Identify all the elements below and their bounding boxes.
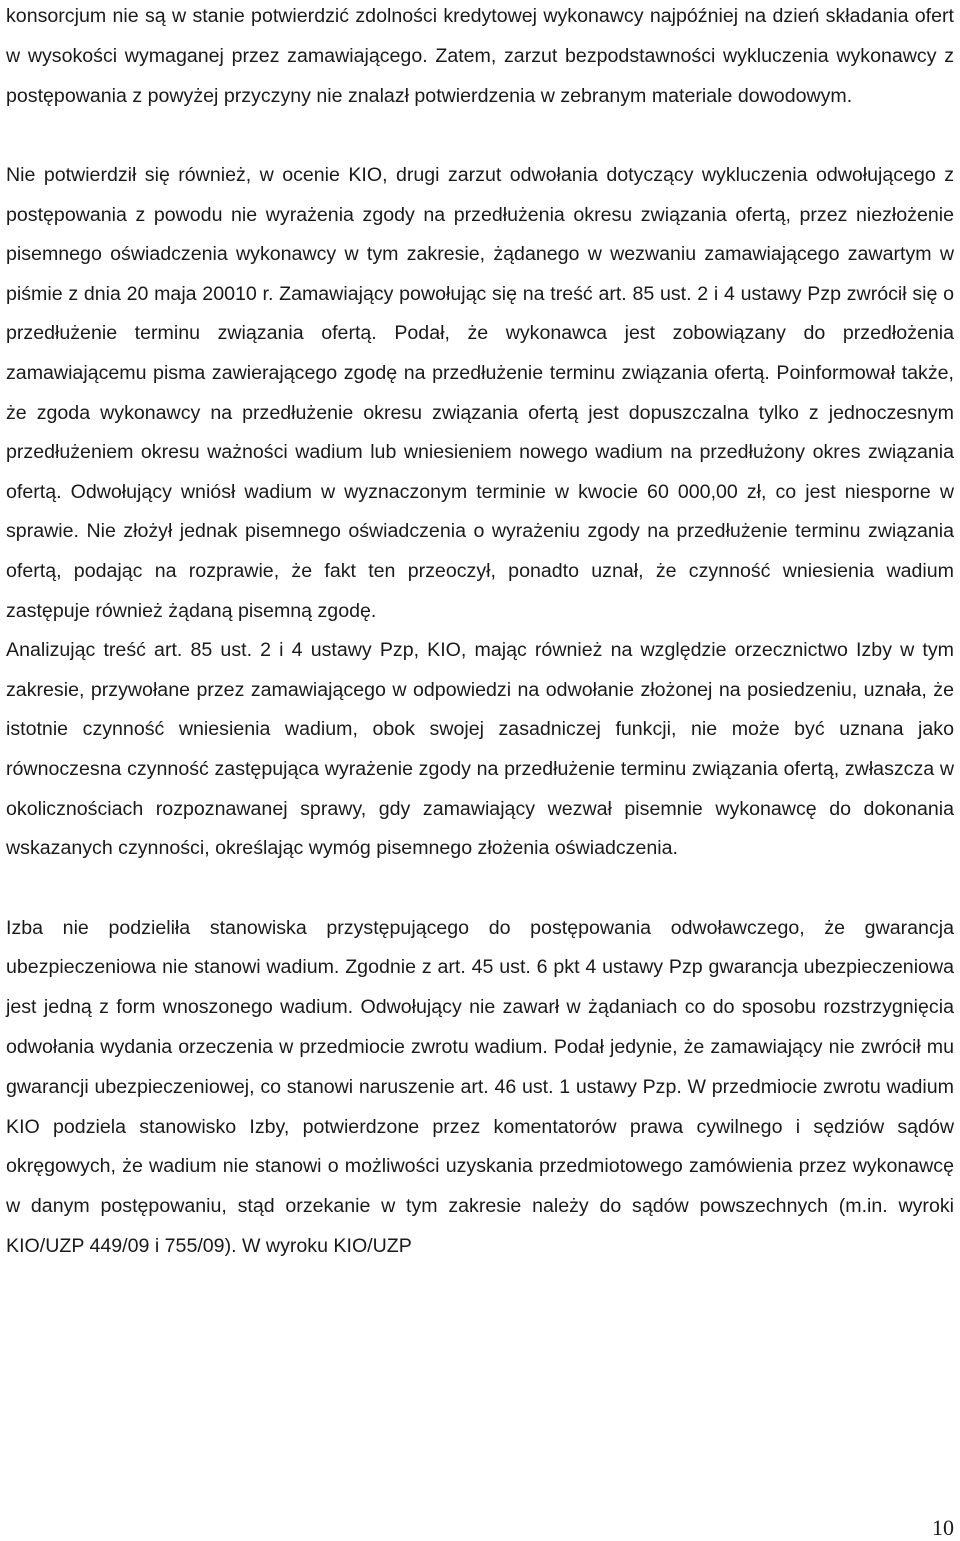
paragraph-3: Analizując treść art. 85 ust. 2 i 4 ustawy Pzp, KIO, mając również na względzie orzecznictwo Izby w tym zakresie, przywołane przez zamawiającego w odpowiedzi na odwołanie złożonej na posiedzeniu, uznała, że istotnie czynność wniesienia wadium, obok swojej zasadniczej funkcji, nie może być uznana jako równoczesna czynność zastępująca wyrażenie zgody na przedłużenie terminu związania ofertą, zwłaszcza w okolicznościach rozpoznawanej sprawy, gdy zamawiający wezwał pisemnie wykonawcę do dokonania wskazanych czynności, określając wymóg pisemnego złożenia oświadczenia.	[6, 639, 954, 860]
paragraph-1: konsorcjum nie są w stanie potwierdzić zdolności kredytowej wykonawcy najpóźniej na dzień składania ofert w wysokości wymaganej przez zamawiającego. Zatem, zarzut bezpodstawności wykluczenia wykonawcy z postępowania z powyżej przyczyny nie znalazł potwierdzenia w zebranym materiale dowodowym.	[6, 5, 954, 107]
page-number: 10	[932, 1515, 954, 1540]
paragraph-4: Izba nie podzieliła stanowiska przystępującego do postępowania odwoławczego, że gwarancja ubezpieczeniowa nie stanowi wadium. Zgodnie z art. 45 ust. 6 pkt 4 ustawy Pzp gwarancja ubezpieczeniowa jest jedną z form wnoszonego wadium. Odwołujący nie zawarł w żądaniach co do sposobu rozstrzygnięcia odwołania wydania orzeczenia w przedmiocie zwrotu wadium. Podał jedynie, że zamawiający nie zwrócił mu gwarancji ubezpieczeniowej, co stanowi naruszenie art. 46 ust. 1 ustawy Pzp. W przedmiocie zwrotu wadium KIO podziela stanowisko Izby, potwierdzone przez komentatorów prawa cywilnego i sędziów sądów okręgowych, że wadium nie stanowi o możliwości uzyskania przedmiotowego zamówienia przez wykonawcę w danym postępowaniu, stąd orzekanie w tym zakresie należy do sądów powszechnych (m.in. wyroki KIO/UZP 449/09 i 755/09). W wyroku KIO/UZP	[6, 916, 954, 1258]
paragraph-2: Nie potwierdził się również, w ocenie KIO, drugi zarzut odwołania dotyczący wykluczenia odwołującego z postępowania z powodu nie wyrażenia zgody na przedłużenia okresu związania ofertą, przez niezłożenie pisemnego oświadczenia wykonawcy w tym zakresie, żądanego w wezwaniu zamawiającego zawartym w piśmie z dnia 20 maja 20010 r. Zamawiający powołując się na treść art. 85 ust. 2 i 4 ustawy Pzp zwrócił się o przedłużenie terminu związania ofertą. Podał, że wykonawca jest zobowiązany do przedłożenia zamawiającemu pisma zawierającego zgodę na przedłużenie terminu związania ofertą. Poinformował także, że zgoda wykonawcy na przedłużenie okresu związania ofertą jest dopuszczalna tylko z jednoczesnym przedłużeniem okresu ważności wadium lub wniesieniem nowego wadium na przedłużony okres związania ofertą. Odwołujący wniósł wadium w wyznaczonym terminie w kwocie 60 000,00 zł, co jest niesporne w sprawie. Nie złożył jednak pisemnego oświadczenia o wyrażeniu zgody na przedłużenie terminu związania ofertą, podając na rozprawie, że fakt ten przeoczył, ponadto uznał, że czynność wniesienia wadium zastępuje również żądaną pisemną zgodę.	[6, 164, 954, 622]
document-page	[6, 0, 954, 1267]
